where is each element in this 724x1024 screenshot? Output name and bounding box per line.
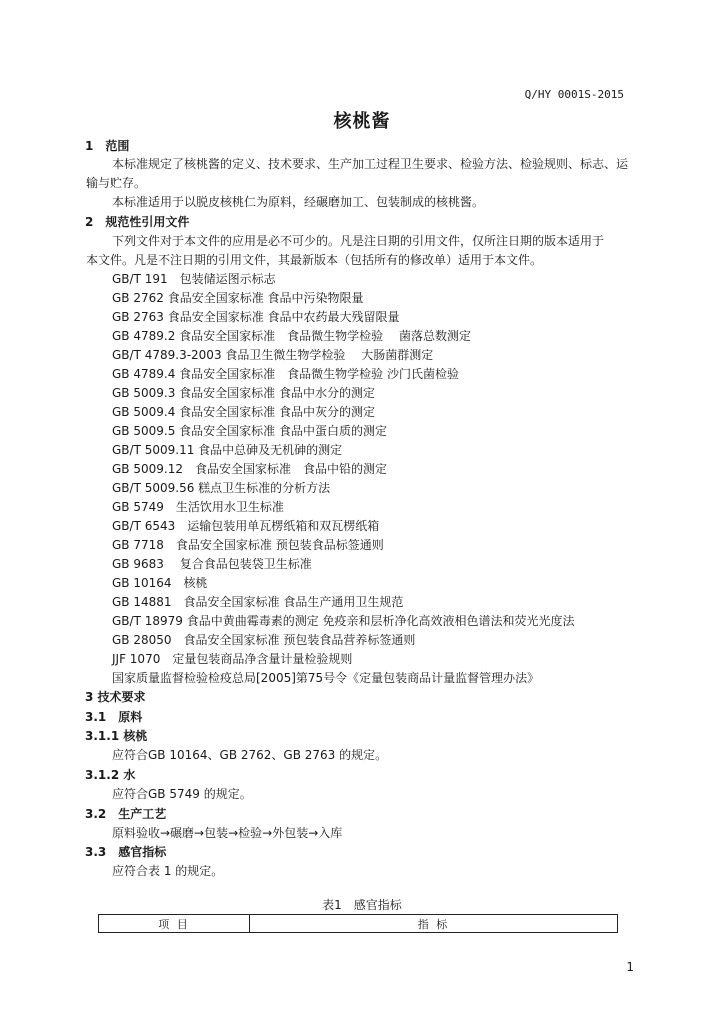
reference-item: GB 10164 核桃 [112, 576, 208, 590]
reference-item: GB/T 18979 食品中黄曲霉毒素的测定 免疫亲和层析净化高效液相色谱法和荧光光度法 [112, 614, 575, 628]
section-2-heading: 2 规范性引用文件 [85, 215, 190, 229]
section-3-1-heading: 3.1 原料 [85, 710, 143, 724]
document-title: 核桃酱 [333, 111, 391, 132]
section-3-2-heading: 3.2 生产工艺 [85, 807, 167, 821]
reference-item: GB 5009.12 食品安全国家标准 食品中铅的测定 [112, 462, 387, 476]
reference-item: GB/T 5009.56 糕点卫生标准的分析方法 [112, 481, 331, 495]
reference-item: GB 9683 复合食品包装袋卫生标准 [112, 557, 312, 571]
reference-item: GB 5009.5 食品安全国家标准 食品中蛋白质的测定 [112, 424, 387, 438]
reference-item: GB 4789.2 食品安全国家标准 食品微生物学检验 菌落总数测定 [112, 329, 471, 343]
table-1 [98, 914, 618, 933]
reference-item: 国家质量监督检验检疫总局[2005]第75号令《定量包装商品计量监督管理办法》 [112, 671, 540, 685]
section-3-3-text: 应符合表 1 的规定。 [112, 864, 224, 878]
section-1-paragraph-2: 本标准适用于以脱皮核桃仁为原料，经碾磨加工、包装制成的核桃酱。 [112, 195, 485, 209]
section-3-1-1-heading: 3.1.1 核桃 [85, 729, 148, 743]
reference-item: GB 7718 食品安全国家标准 预包装食品标签通则 [112, 538, 384, 552]
table-1-caption: 表1 感官指标 [322, 898, 402, 912]
section-2-paragraph-1b: 本文件。凡是不注日期的引用文件，其最新版本（包括所有的修改单）适用于本文件。 [86, 253, 543, 267]
page-number: 1 [626, 960, 634, 974]
reference-item: GB/T 5009.11 食品中总砷及无机砷的测定 [112, 443, 343, 457]
reference-item: GB/T 4789.3-2003 食品卫生微生物学检验 大肠菌群测定 [112, 348, 434, 362]
reference-item: GB 14881 食品安全国家标准 食品生产通用卫生规范 [112, 595, 404, 609]
reference-item: GB/T 191 包装储运图示标志 [112, 272, 276, 286]
reference-item: GB 5749 生活饮用水卫生标准 [112, 500, 284, 514]
reference-item: GB/T 6543 运输包装用单瓦楞纸箱和双瓦楞纸箱 [112, 519, 380, 533]
section-3-2-text: 原料验收→碾磨→包装→检验→外包装→入库 [112, 826, 343, 840]
section-1-paragraph-1b: 输与贮存。 [86, 176, 147, 190]
table-header-row [99, 915, 618, 933]
standard-number: Q/HY 0001S-2015 [524, 88, 624, 101]
table-header-item: 项 目 [99, 915, 250, 933]
section-3-1-2-text: 应符合GB 5749 的规定。 [112, 787, 252, 801]
section-3-heading: 3 技术要求 [85, 690, 146, 704]
section-1-paragraph-1a: 本标准规定了核桃酱的定义、技术要求、生产加工过程卫生要求、检验方法、检验规则、标志、运 [112, 157, 629, 171]
reference-item: GB 28050 食品安全国家标准 预包装食品营养标签通则 [112, 633, 416, 647]
reference-item: GB 5009.4 食品安全国家标准 食品中灰分的测定 [112, 405, 375, 419]
reference-item: JJF 1070 定量包装商品净含量计量检验规则 [112, 652, 353, 666]
table-header-indicator: 指 标 [250, 915, 618, 933]
section-3-1-1-text: 应符合GB 10164、GB 2762、GB 2763 的规定。 [112, 748, 388, 762]
reference-item: GB 4789.4 食品安全国家标准 食品微生物学检验 沙门氏菌检验 [112, 367, 459, 381]
section-3-1-2-heading: 3.1.2 水 [85, 768, 136, 782]
section-3-3-heading: 3.3 感官指标 [85, 845, 167, 859]
section-1-heading: 1 范围 [85, 139, 130, 153]
reference-item: GB 2762 食品安全国家标准 食品中污染物限量 [112, 291, 364, 305]
section-2-paragraph-1a: 下列文件对于本文件的应用是必不可少的。凡是注日期的引用文件，仅所注日期的版本适用于 [112, 234, 605, 248]
reference-item: GB 5009.3 食品安全国家标准 食品中水分的测定 [112, 386, 375, 400]
reference-item: GB 2763 食品安全国家标准 食品中农药最大残留限量 [112, 310, 400, 324]
